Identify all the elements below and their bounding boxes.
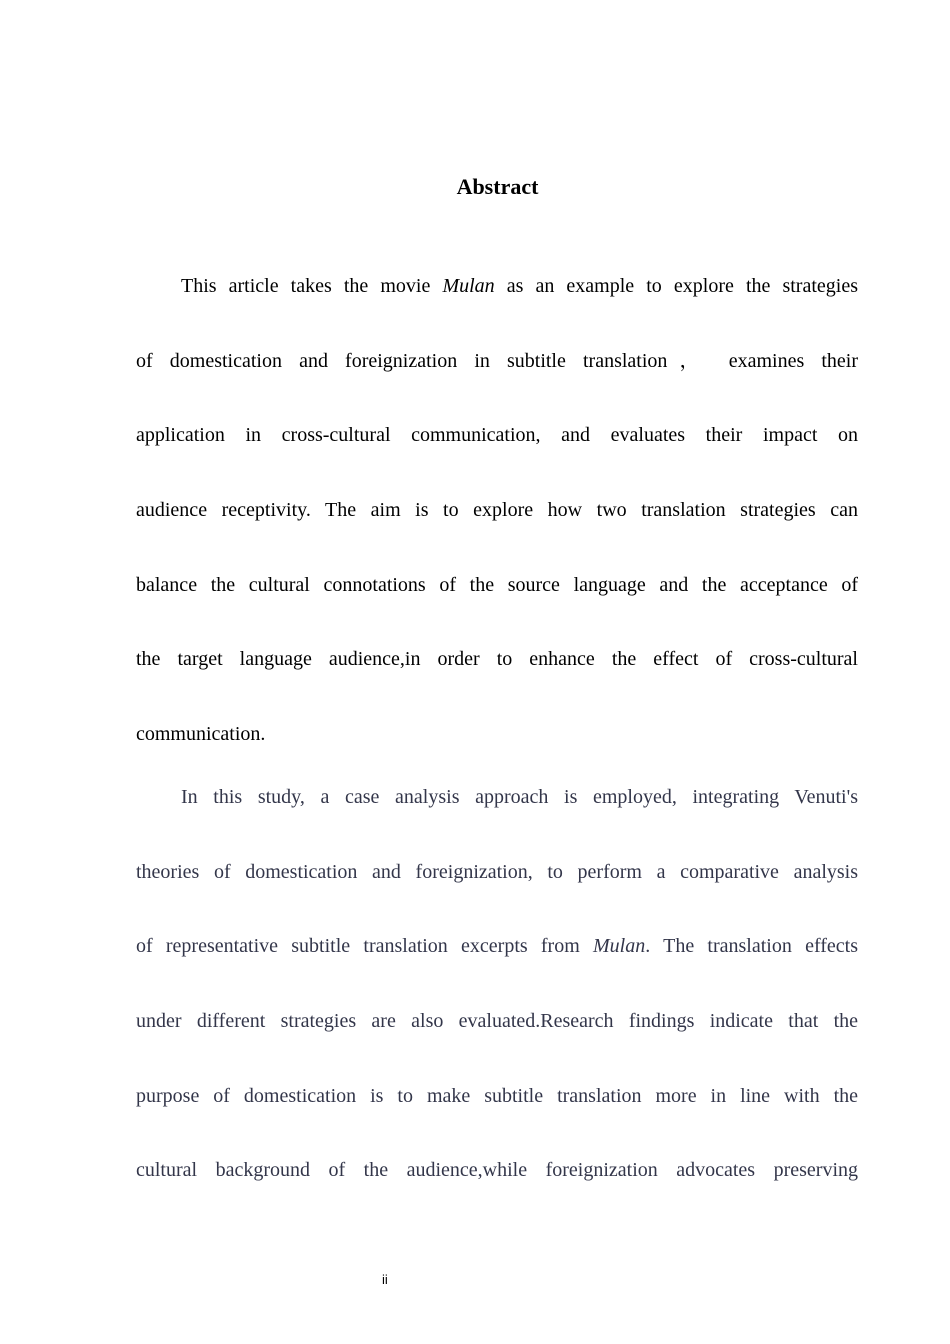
paragraph-line: the target language audience,in order to enhance the effect of cross-cultural bbox=[136, 648, 858, 671]
paragraph-line: of domestication and foreignization in subtitle translation， examines their bbox=[136, 349, 858, 372]
paragraph-line: under different strategies are also evaluated.Research findings indicate that the bbox=[136, 1010, 858, 1033]
paragraph-line: purpose of domestication is to make subtitle translation more in line with the bbox=[136, 1084, 858, 1107]
paragraph-line: communication. bbox=[136, 723, 266, 746]
paragraph-line: theories of domestication and foreignization, to perform a comparative analysis bbox=[136, 860, 858, 883]
paragraph-line: of representative subtitle translation excerpts from Mulan. The translation effects bbox=[136, 935, 858, 958]
abstract-paragraph-2 bbox=[136, 782, 858, 1230]
paragraph-line: cultural background of the audience,while foreignization advocates preserving bbox=[136, 1159, 858, 1182]
abstract-heading: Abstract bbox=[456, 174, 539, 199]
paragraph-line: balance the cultural connotations of the source language and the acceptance of bbox=[136, 573, 858, 596]
paragraph-line: audience receptivity. The aim is to explore how two translation strategies can bbox=[136, 499, 858, 522]
paragraph-line: In this study, a case analysis approach is employed, integrating Venuti's bbox=[181, 786, 858, 808]
page-number: ii bbox=[382, 1272, 388, 1287]
abstract-paragraph-1 bbox=[136, 271, 858, 794]
movie-title: Mulan bbox=[593, 935, 646, 958]
paragraph-line: application in cross-cultural communication, and evaluates their impact on bbox=[136, 424, 858, 447]
paragraph-line: This article takes the movie Mulan as an example to explore the strategies bbox=[181, 275, 858, 297]
movie-title: Mulan bbox=[442, 275, 495, 297]
